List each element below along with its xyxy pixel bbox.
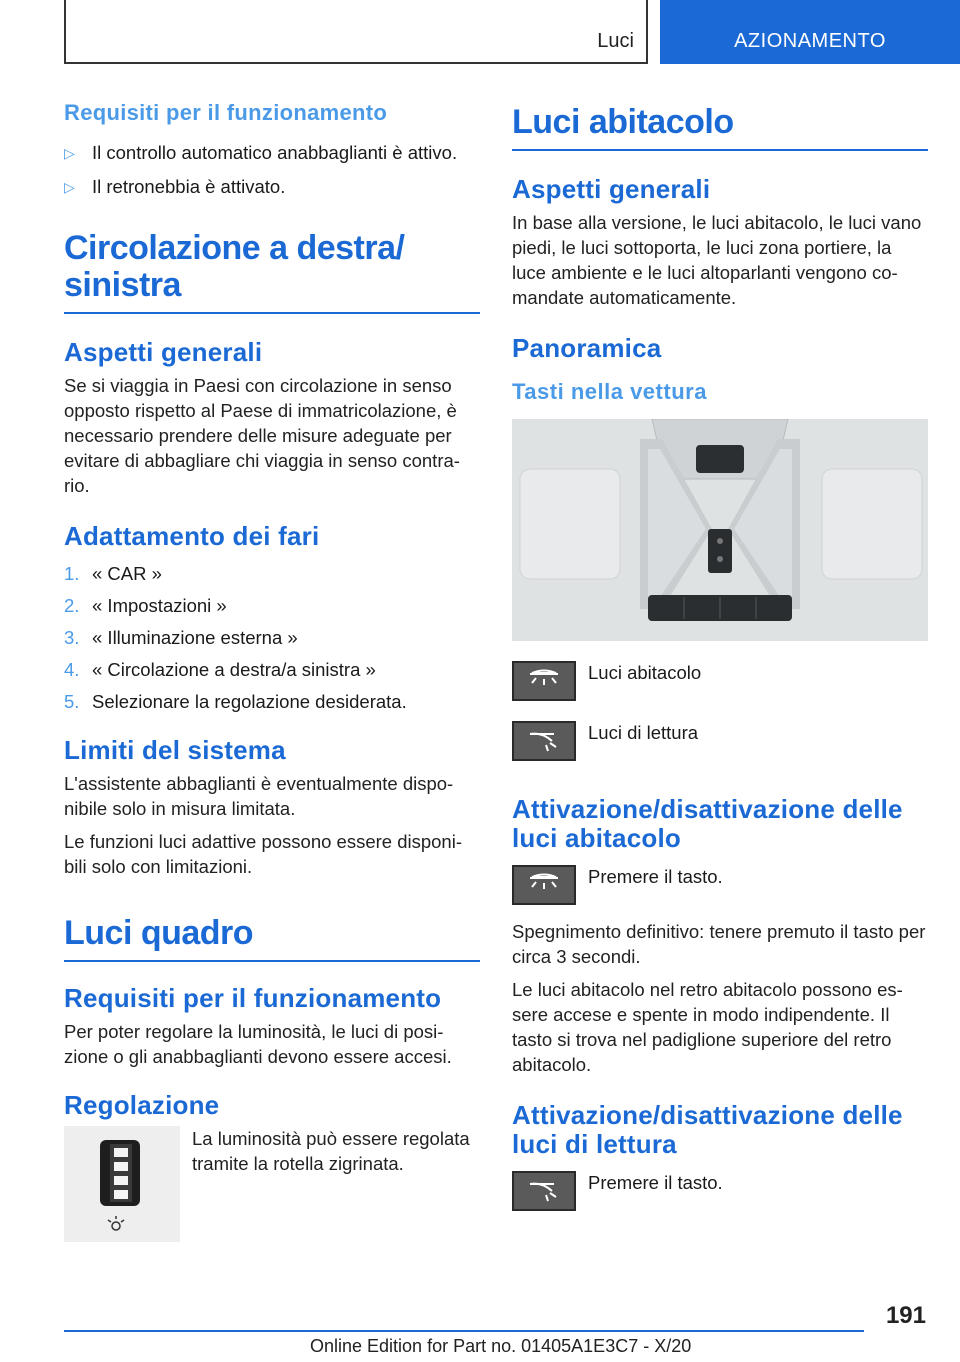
reading-light-button-image [512, 721, 576, 761]
bullet-item [64, 174, 480, 200]
circolazione-title: Circolazione a destra/ sinistra [64, 230, 480, 314]
panoramica-title: Panoramica [512, 333, 662, 363]
bullet-text: Il controllo automatico anabbaglianti è attivo. [92, 142, 458, 163]
triangle-bullet-icon: ▷ [64, 145, 75, 161]
luci-quadro-title: Luci quadro [64, 915, 480, 962]
reading-light-button-image [512, 1171, 576, 1211]
header-chapter-label: AZIONAMENTO [734, 30, 886, 52]
quadro-req-text: Per poter regolare la luminosità, le luci di posi- zione o gli anabbaglianti devono essere accesi. [64, 1021, 452, 1067]
reading-light-icon [522, 729, 566, 753]
right-aspetti-text: In base alla versione, le luci abitacolo, le luci vano piedi, le luci sottoporta, le luci zona portiere, la luce ambiente e le luci altoparlanti vengono co- mandate automaticamente. [512, 212, 922, 308]
footer-divider [64, 1330, 864, 1332]
regolazione-text: La luminosità può essere regolata tramite la rotella zigrinata. [192, 1128, 470, 1174]
luci-abitacolo-title: Luci abitacolo [512, 104, 928, 151]
att2-button-row [512, 1171, 928, 1211]
right-aspetti-title: Aspetti generali [512, 174, 711, 204]
step-item: 5. Selezionare la regolazione desiderata. [64, 691, 407, 712]
left-column [64, 100, 480, 1242]
header-section-label: Luci [597, 30, 634, 52]
att1-button-row [512, 865, 928, 905]
limiti-title: Limiti del sistema [64, 735, 286, 765]
att1-button-label: Premere il tasto. [588, 866, 723, 887]
thumbwheel-icon [64, 1126, 180, 1242]
limiti-text-1: L'assistente abbaglianti è eventualmente dispo- nibile solo in misura limitata. [64, 773, 454, 819]
interior-light-button-image [512, 661, 576, 701]
reading-light-button-row [512, 721, 928, 761]
aspetti-title: Aspetti generali [64, 337, 263, 367]
att1-title: Attivazione/disattivazione delle luci abitacolo [512, 794, 903, 853]
interior-light-label: Luci abitacolo [588, 662, 702, 683]
triangle-bullet-icon: ▷ [64, 179, 75, 195]
att1-text-1: Spegnimento definitivo: tenere premuto il tasto per circa 3 secondi. [512, 921, 926, 967]
roof-console-image [512, 419, 928, 641]
interior-light-icon [522, 669, 566, 693]
interior-light-icon [522, 873, 566, 897]
bullet-text: Il retronebbia è attivato. [92, 176, 286, 197]
regolazione-block [64, 1122, 480, 1242]
regolazione-title: Regolazione [64, 1090, 220, 1120]
quadro-req-title: Requisiti per il funzionamento [64, 983, 442, 1013]
att2-button-label: Premere il tasto. [588, 1172, 723, 1193]
bullet-item [64, 140, 480, 166]
aspetti-text: Se si viaggia in Paesi con circolazione in senso opposto rispetto al Paese di immatricolazione, è necessario prendere delle misure adeguate per evitare di abbagliare chi viaggia in senso contra- rio. [64, 375, 460, 496]
step-item: 2. « Impostazioni » [64, 595, 227, 616]
att2-title: Attivazione/disattivazione delle luci di lettura [512, 1100, 903, 1159]
adattamento-title: Adattamento dei fari [64, 521, 320, 551]
step-item: 3. « Illuminazione esterna » [64, 627, 298, 648]
interior-light-button-image [512, 865, 576, 905]
att1-text-2: Le luci abitacolo nel retro abitacolo possono es- sere accese e spente in modo indipendente. Il tasto si trova nel padiglione superiore del retro abitacolo. [512, 979, 903, 1075]
limiti-text-2: Le funzioni luci adattive possono essere disponi- bili solo con limitazioni. [64, 831, 462, 877]
reading-light-icon [522, 1179, 566, 1203]
header-chapter-tab [660, 0, 960, 64]
step-item: 1. « CAR » [64, 563, 162, 584]
interior-light-button-row [512, 661, 928, 701]
reading-light-label: Luci di lettura [588, 722, 699, 743]
roof-console-photo [512, 419, 928, 641]
page-number: 191 [885, 1302, 926, 1329]
step-item: 4. « Circolazione a destra/a sinistra » [64, 659, 376, 680]
header-section-tab [64, 0, 648, 64]
tasti-title: Tasti nella vettura [512, 379, 707, 404]
footer-edition: Online Edition for Part no. 01405A1E3C7 - X/20 [310, 1336, 692, 1356]
req-title: Requisiti per il funzionamento [64, 100, 388, 125]
thumbwheel-image [64, 1126, 180, 1242]
right-column [512, 104, 928, 1231]
